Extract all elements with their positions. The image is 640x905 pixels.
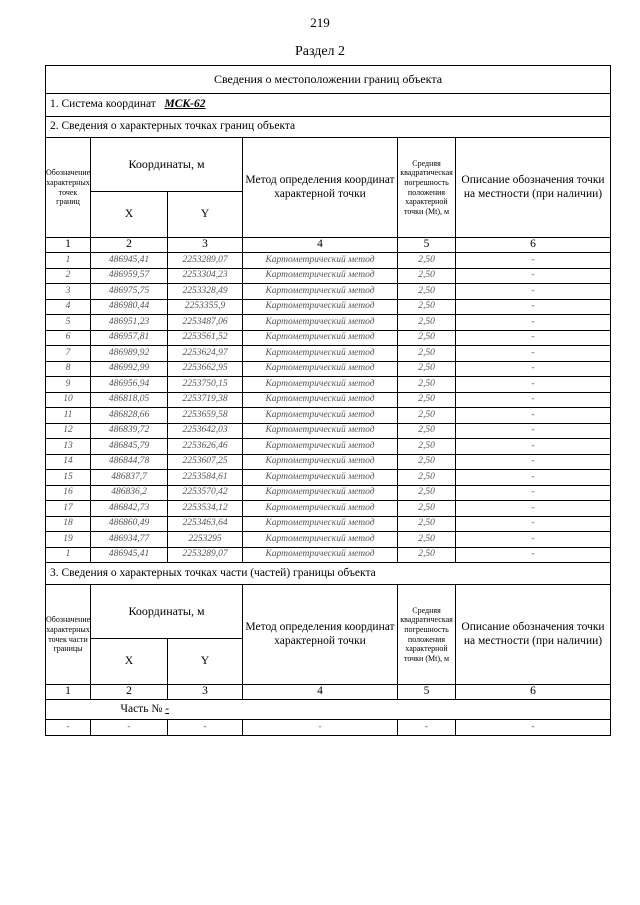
description: - xyxy=(456,377,611,393)
coord-x: 486860,49 xyxy=(91,516,168,532)
coord-system-label: 1. Система координат xyxy=(50,98,156,111)
coord-y: 2253487,06 xyxy=(168,315,243,331)
accuracy: 2,50 xyxy=(398,408,456,424)
coord-x: 486828,66 xyxy=(91,408,168,424)
coord-x: 486956,94 xyxy=(91,377,168,393)
header-coords: Координаты, м xyxy=(91,138,243,192)
point-number: 19 xyxy=(46,532,91,548)
page-number: 219 xyxy=(310,15,330,30)
description: - xyxy=(456,284,611,300)
method: Картометрический метод xyxy=(243,454,398,470)
description: - xyxy=(456,299,611,315)
accuracy: 2,50 xyxy=(398,532,456,548)
column-number: 3 xyxy=(168,238,243,253)
column-number: 2 xyxy=(91,238,168,253)
coord-x: 486839,72 xyxy=(91,423,168,439)
coord-y: 2253626,46 xyxy=(168,439,243,455)
table-row xyxy=(46,315,611,331)
method: Картометрический метод xyxy=(243,547,398,563)
method: Картометрический метод xyxy=(243,516,398,532)
method: Картометрический метод xyxy=(243,268,398,284)
description: - xyxy=(456,501,611,517)
table-row xyxy=(46,330,611,346)
coord-y: 2253295 xyxy=(168,532,243,548)
column-number: 1 xyxy=(46,238,91,253)
method: Картометрический метод xyxy=(243,299,398,315)
coord-x: 486992,99 xyxy=(91,361,168,377)
point-number: 5 xyxy=(46,315,91,331)
column-number: 3 xyxy=(168,685,243,700)
point-number: 2 xyxy=(46,268,91,284)
part-cell: - xyxy=(456,720,611,736)
accuracy: 2,50 xyxy=(398,516,456,532)
coord-x: 486945,41 xyxy=(91,547,168,563)
header-y-part: Y xyxy=(168,639,243,685)
accuracy: 2,50 xyxy=(398,268,456,284)
point-number: 8 xyxy=(46,361,91,377)
point-number: 14 xyxy=(46,454,91,470)
description: - xyxy=(456,253,611,269)
part3-title: 3. Сведения о характерных точках части (частей) границы объекта xyxy=(46,563,611,585)
coord-system-value: МСК-62 xyxy=(164,98,206,111)
boundary-table-wrapper xyxy=(45,65,610,736)
column-number: 5 xyxy=(398,685,456,700)
coord-x: 486837,7 xyxy=(91,470,168,486)
table-row xyxy=(46,470,611,486)
header-y: Y xyxy=(168,192,243,238)
description: - xyxy=(456,532,611,548)
coord-x: 486951,23 xyxy=(91,315,168,331)
accuracy: 2,50 xyxy=(398,253,456,269)
accuracy: 2,50 xyxy=(398,299,456,315)
coord-y: 2253304,23 xyxy=(168,268,243,284)
coord-x: 486975,75 xyxy=(91,284,168,300)
table-row xyxy=(46,268,611,284)
coord-x: 486845,79 xyxy=(91,439,168,455)
coord-x: 486818,05 xyxy=(91,392,168,408)
description: - xyxy=(456,439,611,455)
coord-y: 2253642,03 xyxy=(168,423,243,439)
header-x: X xyxy=(91,192,168,238)
method: Картометрический метод xyxy=(243,346,398,362)
point-number: 13 xyxy=(46,439,91,455)
boundary-table xyxy=(45,65,611,736)
coord-y: 2253289,07 xyxy=(168,253,243,269)
table-row xyxy=(46,377,611,393)
coord-y: 2253328,49 xyxy=(168,284,243,300)
section-title: Раздел 2 xyxy=(294,44,346,59)
table-row xyxy=(46,439,611,455)
method: Картометрический метод xyxy=(243,423,398,439)
part-cell: - xyxy=(243,720,398,736)
coord-y: 2253584,61 xyxy=(168,470,243,486)
part-cell: - xyxy=(398,720,456,736)
table-row xyxy=(46,299,611,315)
table-row xyxy=(46,423,611,439)
point-number: 7 xyxy=(46,346,91,362)
coord-y: 2253355,9 xyxy=(168,299,243,315)
coord-y: 2253624,97 xyxy=(168,346,243,362)
column-number: 5 xyxy=(398,238,456,253)
accuracy: 2,50 xyxy=(398,470,456,486)
accuracy: 2,50 xyxy=(398,423,456,439)
point-number: 11 xyxy=(46,408,91,424)
header-description: Описание обозначения точки на местности (при наличии) xyxy=(456,138,611,238)
accuracy: 2,50 xyxy=(398,392,456,408)
coord-y: 2253534,12 xyxy=(168,501,243,517)
coord-system-row xyxy=(46,94,611,117)
part-label: Часть № xyxy=(120,702,163,715)
table-row xyxy=(46,547,611,563)
part-cell: - xyxy=(91,720,168,736)
coord-y: 2253570,42 xyxy=(168,485,243,501)
method: Картометрический метод xyxy=(243,485,398,501)
method: Картометрический метод xyxy=(243,361,398,377)
table-row xyxy=(46,392,611,408)
table-row xyxy=(46,454,611,470)
accuracy: 2,50 xyxy=(398,361,456,377)
header-method: Метод определения координат характерной точки xyxy=(243,138,398,238)
method: Картометрический метод xyxy=(243,470,398,486)
coord-y: 2253750,15 xyxy=(168,377,243,393)
method: Картометрический метод xyxy=(243,408,398,424)
coord-x: 486959,57 xyxy=(91,268,168,284)
accuracy: 2,50 xyxy=(398,377,456,393)
column-number: 2 xyxy=(91,685,168,700)
table-row xyxy=(46,532,611,548)
coord-y: 2253662,95 xyxy=(168,361,243,377)
column-number-row xyxy=(46,238,611,253)
accuracy: 2,50 xyxy=(398,330,456,346)
coord-x: 486980,44 xyxy=(91,299,168,315)
accuracy: 2,50 xyxy=(398,315,456,331)
point-number: 12 xyxy=(46,423,91,439)
point-number: 6 xyxy=(46,330,91,346)
header-coords-part: Координаты, м xyxy=(91,585,243,639)
coord-x: 486836,2 xyxy=(91,485,168,501)
coord-x: 486989,92 xyxy=(91,346,168,362)
description: - xyxy=(456,346,611,362)
method: Картометрический метод xyxy=(243,501,398,517)
header-point-label: Обозначение характерных точек границ xyxy=(46,138,91,238)
coord-y: 2253561,52 xyxy=(168,330,243,346)
header-x-part: X xyxy=(91,639,168,685)
description: - xyxy=(456,330,611,346)
accuracy: 2,50 xyxy=(398,346,456,362)
accuracy: 2,50 xyxy=(398,439,456,455)
method: Картометрический метод xyxy=(243,439,398,455)
accuracy: 2,50 xyxy=(398,547,456,563)
header-accuracy: Средняя квадратическая погрешность положения характерной точки (Мt), м xyxy=(398,138,456,238)
coord-x: 486945,41 xyxy=(91,253,168,269)
description: - xyxy=(456,454,611,470)
coord-y: 2253289,07 xyxy=(168,547,243,563)
table-row xyxy=(46,501,611,517)
header-accuracy-part: Средняя квадратическая погрешность положения характерной точки (Мt), м xyxy=(398,585,456,685)
method: Картометрический метод xyxy=(243,330,398,346)
point-number: 15 xyxy=(46,470,91,486)
header-method-part: Метод определения координат характерной точки xyxy=(243,585,398,685)
coord-y: 2253463,64 xyxy=(168,516,243,532)
column-number: 6 xyxy=(456,238,611,253)
table-row xyxy=(46,346,611,362)
coord-y: 2253607,25 xyxy=(168,454,243,470)
accuracy: 2,50 xyxy=(398,454,456,470)
table-row xyxy=(46,408,611,424)
part2-title: 2. Сведения о характерных точках границ объекта xyxy=(46,117,611,138)
column-number-row-part xyxy=(46,685,611,700)
method: Картометрический метод xyxy=(243,377,398,393)
column-number: 4 xyxy=(243,238,398,253)
accuracy: 2,50 xyxy=(398,284,456,300)
description: - xyxy=(456,423,611,439)
accuracy: 2,50 xyxy=(398,501,456,517)
point-number: 18 xyxy=(46,516,91,532)
header-description-part: Описание обозначения точки на местности (при наличии) xyxy=(456,585,611,685)
table-row xyxy=(46,361,611,377)
table-title: Сведения о местоположении границ объекта xyxy=(46,66,611,94)
accuracy: 2,50 xyxy=(398,485,456,501)
description: - xyxy=(456,268,611,284)
description: - xyxy=(456,547,611,563)
method: Картометрический метод xyxy=(243,392,398,408)
method: Картометрический метод xyxy=(243,284,398,300)
part-cell: - xyxy=(46,720,91,736)
part-cell: - xyxy=(168,720,243,736)
header-point-label-part: Обозначение характерных точек части границы xyxy=(46,585,91,685)
method: Картометрический метод xyxy=(243,315,398,331)
description: - xyxy=(456,408,611,424)
coord-y: 2253659,58 xyxy=(168,408,243,424)
point-number: 10 xyxy=(46,392,91,408)
point-number: 3 xyxy=(46,284,91,300)
coord-x: 486957,81 xyxy=(91,330,168,346)
coord-y: 2253719,38 xyxy=(168,392,243,408)
point-number: 1 xyxy=(46,547,91,563)
coord-x: 486842,73 xyxy=(91,501,168,517)
table-row xyxy=(46,485,611,501)
description: - xyxy=(456,470,611,486)
description: - xyxy=(456,315,611,331)
method: Картометрический метод xyxy=(243,532,398,548)
column-number: 6 xyxy=(456,685,611,700)
coord-x: 486844,78 xyxy=(91,454,168,470)
part-number-row xyxy=(91,700,611,720)
point-number: 17 xyxy=(46,501,91,517)
method: Картометрический метод xyxy=(243,253,398,269)
table-row xyxy=(46,516,611,532)
column-number: 4 xyxy=(243,685,398,700)
table-row xyxy=(46,284,611,300)
point-number: 1 xyxy=(46,253,91,269)
description: - xyxy=(456,361,611,377)
coord-x: 486934,77 xyxy=(91,532,168,548)
description: - xyxy=(456,516,611,532)
description: - xyxy=(456,485,611,501)
description: - xyxy=(456,392,611,408)
table-row xyxy=(46,253,611,269)
part-data-row xyxy=(46,720,611,736)
point-number: 4 xyxy=(46,299,91,315)
column-number: 1 xyxy=(46,685,91,700)
point-number: 9 xyxy=(46,377,91,393)
part-value: - xyxy=(165,702,170,715)
points-body xyxy=(46,253,611,563)
point-number: 16 xyxy=(46,485,91,501)
